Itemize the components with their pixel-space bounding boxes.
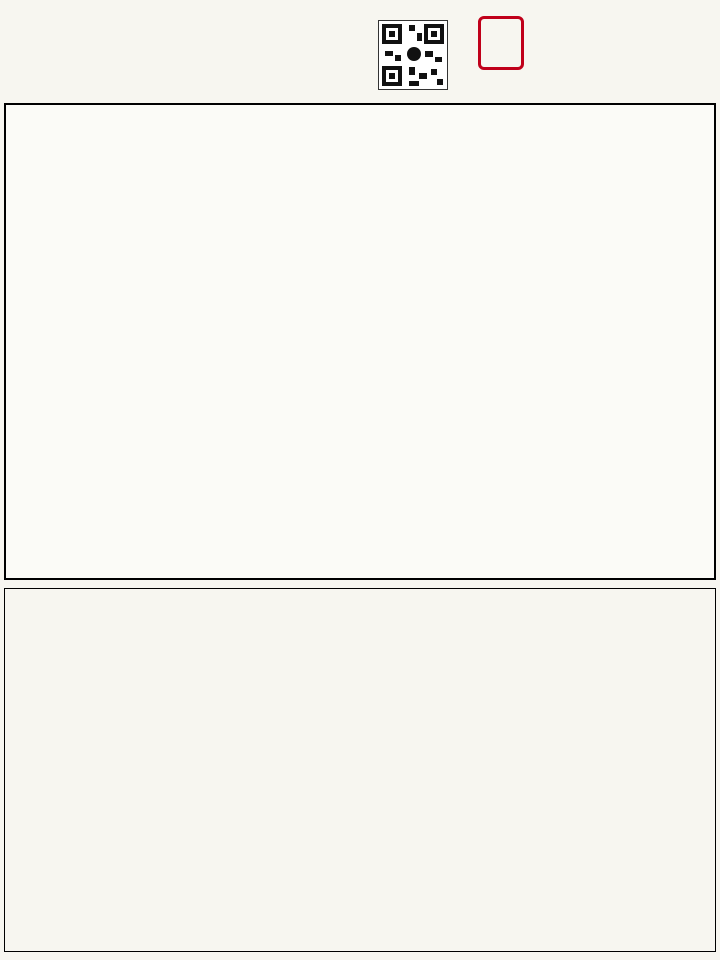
chart-grid [4, 103, 716, 580]
seal-stamp [478, 16, 524, 70]
header [0, 0, 720, 100]
annual-grid [4, 588, 716, 952]
qr-code-icon [378, 20, 448, 90]
